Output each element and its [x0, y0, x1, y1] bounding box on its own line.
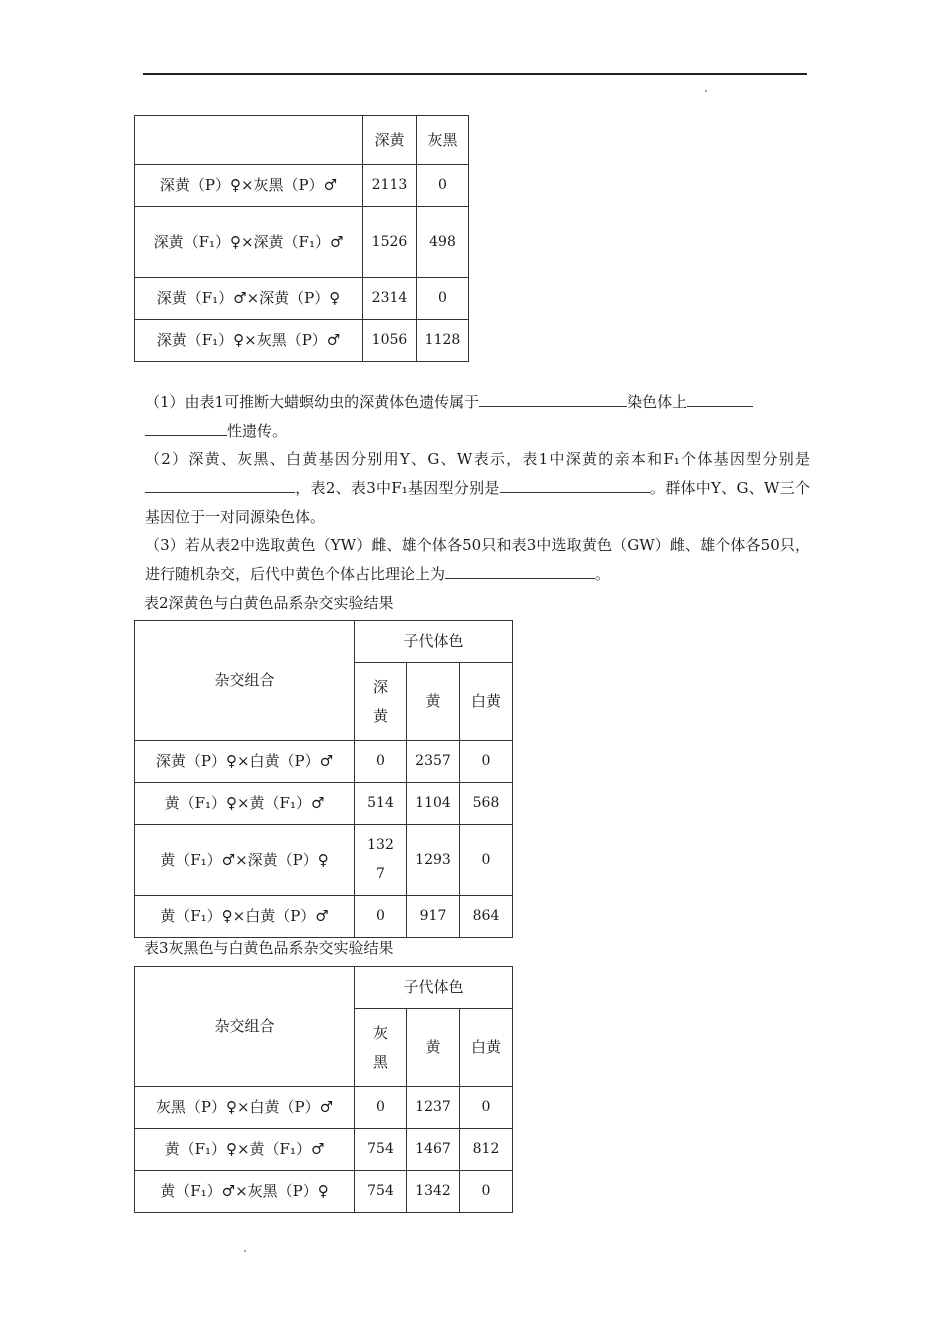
- cross-cell: 深黄（F₁）♂×深黄（P）♀: [135, 278, 363, 320]
- value-cell: 0: [460, 825, 513, 896]
- value-cell: 917: [407, 896, 460, 938]
- table-row: [135, 320, 469, 362]
- answer-blank[interactable]: [145, 476, 295, 493]
- value-cell: 1327: [355, 825, 407, 896]
- cross-cell: 黄（F₁）♀×白黄（P）♂: [135, 896, 355, 938]
- cross-cell: 灰黑（P）♀×白黄（P）♂: [135, 1087, 355, 1129]
- value-cell: 1104: [407, 783, 460, 825]
- table-3: [134, 966, 513, 1213]
- page-mark: [705, 90, 707, 92]
- offspring-header: 子代体色: [355, 621, 513, 663]
- table-header-row: [135, 967, 513, 1009]
- column-header: 黄: [407, 663, 460, 741]
- value-cell: 864: [460, 896, 513, 938]
- column-header: 白黄: [460, 1009, 513, 1087]
- table-row: [135, 1171, 513, 1213]
- table-2-caption: 表2深黄色与白黄色品系杂交实验结果: [144, 594, 394, 612]
- cross-cell: 黄（F₁）♂×深黄（P）♀: [135, 825, 355, 896]
- value-cell: 514: [355, 783, 407, 825]
- value-cell: 0: [417, 165, 469, 207]
- value-cell: 1237: [407, 1087, 460, 1129]
- column-header: 黄: [407, 1009, 460, 1087]
- cross-cell: 深黄（F₁）♀×深黄（F₁）♂: [135, 207, 363, 278]
- question-3: （3）若从表2中选取黄色（YW）雌、雄个体各50只和表3中选取黄色（GW）雌、雄个体各50只，进行随机杂交，后代中黄色个体占比理论上为 。: [145, 536, 810, 583]
- value-cell: 0: [417, 278, 469, 320]
- offspring-header: 子代体色: [355, 967, 513, 1009]
- column-header: 深黄: [355, 663, 407, 741]
- cross-cell: 黄（F₁）♂×灰黑（P）♀: [135, 1171, 355, 1213]
- value-cell: 0: [460, 1171, 513, 1213]
- value-cell: 0: [460, 1087, 513, 1129]
- value-cell: 754: [355, 1171, 407, 1213]
- answer-blank[interactable]: [479, 390, 627, 407]
- table-header-row: [135, 621, 513, 663]
- cross-cell: 黄（F₁）♀×黄（F₁）♂: [135, 1129, 355, 1171]
- value-cell: 1342: [407, 1171, 460, 1213]
- table-row: [135, 278, 469, 320]
- group-header: 杂交组合: [135, 967, 355, 1087]
- value-cell: 2113: [363, 165, 417, 207]
- cross-cell: 黄（F₁）♀×黄（F₁）♂: [135, 783, 355, 825]
- value-cell: 1293: [407, 825, 460, 896]
- value-cell: 1056: [363, 320, 417, 362]
- answer-blank[interactable]: [145, 419, 227, 436]
- group-header: 杂交组合: [135, 621, 355, 741]
- column-header: 灰黑: [355, 1009, 407, 1087]
- table-row: [135, 741, 513, 783]
- value-cell: 812: [460, 1129, 513, 1171]
- column-header: 白黄: [460, 663, 513, 741]
- table-row: [135, 1129, 513, 1171]
- table-row: [135, 825, 513, 896]
- value-cell: 2314: [363, 278, 417, 320]
- answer-blank[interactable]: [687, 390, 753, 407]
- value-cell: 1128: [417, 320, 469, 362]
- value-cell: 498: [417, 207, 469, 278]
- header-cell: 灰黑: [417, 116, 469, 165]
- value-cell: 0: [355, 896, 407, 938]
- cross-cell: 深黄（F₁）♀×灰黑（P）♂: [135, 320, 363, 362]
- table-row: [135, 783, 513, 825]
- value-cell: 0: [355, 1087, 407, 1129]
- table-header-row: [135, 116, 469, 165]
- question-1: （1）由表1可推断大蜡螟幼虫的深黄体色遗传属于 染色体上 性遗传。: [145, 388, 810, 446]
- answer-blank[interactable]: [445, 562, 595, 579]
- value-cell: 754: [355, 1129, 407, 1171]
- table-row: [135, 165, 469, 207]
- cross-cell: 深黄（P）♀×白黄（P）♂: [135, 741, 355, 783]
- table-row: [135, 1087, 513, 1129]
- table-3-caption: 表3灰黑色与白黄色品系杂交实验结果: [144, 939, 394, 957]
- value-cell: 568: [460, 783, 513, 825]
- question-2: （2）深黄、灰黑、白黄基因分别用Y、G、W表示，表1中深黄的亲本和F₁个体基因型分别是，表2、表3中F₁基因型分别是 。群体中Y、G、W三个基因位于一对同源染色体。: [145, 450, 810, 526]
- value-cell: 1526: [363, 207, 417, 278]
- table-row: [135, 896, 513, 938]
- value-cell: 0: [355, 741, 407, 783]
- cross-cell: 深黄（P）♀×灰黑（P）♂: [135, 165, 363, 207]
- answer-blank[interactable]: [500, 476, 650, 493]
- page-mark: [244, 1250, 246, 1252]
- value-cell: 1467: [407, 1129, 460, 1171]
- value-cell: 2357: [407, 741, 460, 783]
- value-cell: 0: [460, 741, 513, 783]
- table-2: [134, 620, 513, 938]
- header-rule: [143, 73, 807, 75]
- header-cell: [135, 116, 363, 165]
- table-row: [135, 207, 469, 278]
- table-1: [134, 115, 469, 362]
- header-cell: 深黄: [363, 116, 417, 165]
